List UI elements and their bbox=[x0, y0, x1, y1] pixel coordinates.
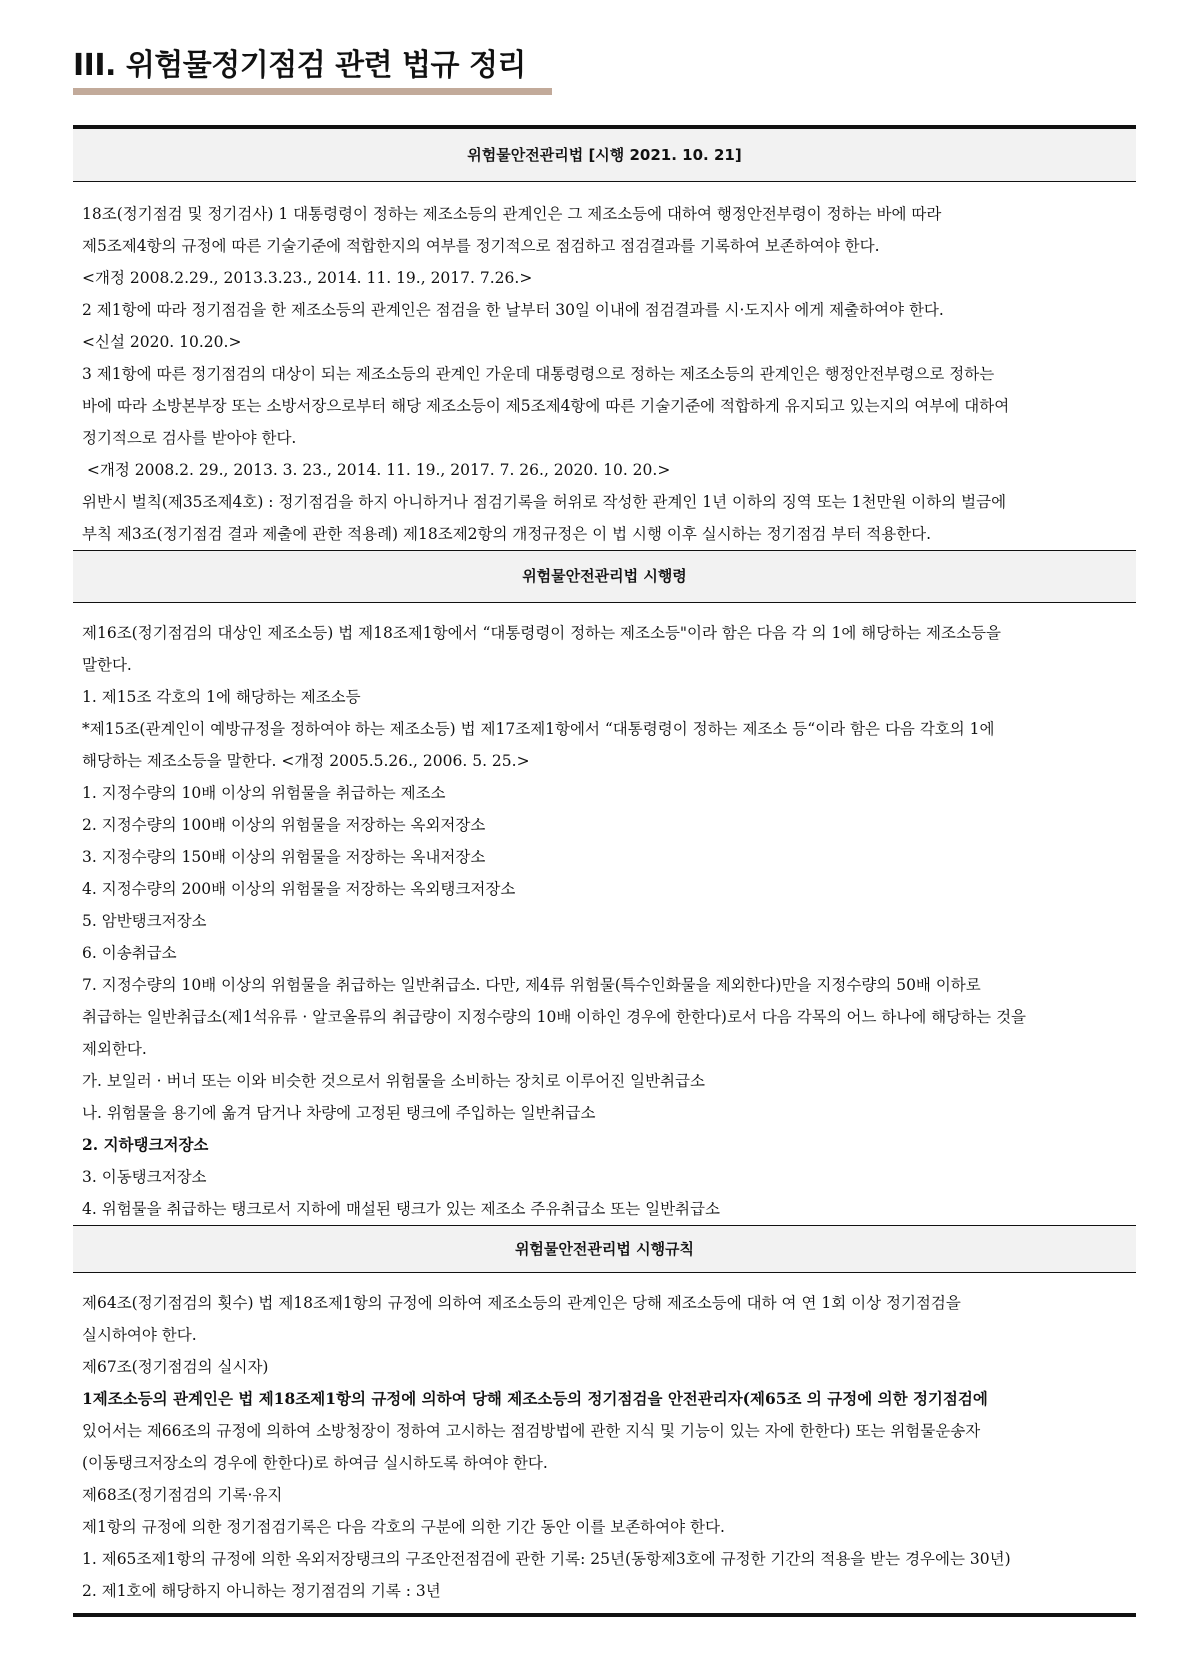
title-underline bbox=[73, 88, 552, 95]
text-line: 5. 암반탱크저장소 bbox=[82, 912, 207, 930]
text-line: 말한다. bbox=[82, 656, 132, 674]
text-line: 제외한다. bbox=[82, 1040, 147, 1058]
text-line: 실시하여야 한다. bbox=[82, 1326, 197, 1344]
text-line: 3 제1항에 따른 정기점검의 대상이 되는 제조소등의 관계인 가운데 대통령령으로 정하는 제조소등의 관계인은 행정안전부령으로 정하는 bbox=[82, 365, 995, 383]
text-line: 2. 제1호에 해당하지 아니하는 정기점검의 기록 : 3년 bbox=[82, 1582, 441, 1600]
text-line: 제16조(정기점검의 대상인 제조소등) 법 제18조제1항에서 “대통령령이 정하는 제조소등"이라 함은 다음 각 의 1에 해당하는 제조소등을 bbox=[82, 624, 1001, 642]
text-line: <개정 2008.2. 29., 2013. 3. 23., 2014. 11. 19., 2017. 7. 26., 2020. 10. 20.> bbox=[82, 461, 671, 479]
section-body-act bbox=[73, 182, 1136, 550]
text-line: <개정 2008.2.29., 2013.3.23., 2014. 11. 19., 2017. 7.26.> bbox=[82, 269, 533, 287]
text-line: (이동탱크저장소의 경우에 한한다)로 하여금 실시하도록 하여야 한다. bbox=[82, 1454, 548, 1472]
text-line: 나. 위험물을 용기에 옮겨 담거나 차량에 고정된 탱크에 주입하는 일반취급소 bbox=[82, 1104, 596, 1122]
text-line: 제64조(정기점검의 횟수) 법 제18조제1항의 규정에 의하여 제조소등의 관계인은 당해 제조소등에 대하 여 연 1회 이상 정기점검을 bbox=[82, 1294, 961, 1312]
section-body-decree bbox=[73, 603, 1136, 1225]
text-line: 18조(정기점검 및 정기검사) 1 대통령령이 정하는 제조소등의 관계인은 그 제조소등에 대하여 행정안전부령이 정하는 바에 따라 bbox=[82, 205, 942, 223]
text-line: 2. 지하탱크저장소 bbox=[82, 1135, 209, 1154]
text-line: 1. 지정수량의 10배 이상의 위험물을 취급하는 제조소 bbox=[82, 784, 446, 802]
text-line: 제1항의 규정에 의한 정기점검기록은 다음 각호의 구분에 의한 기간 동안 이를 보존하여야 한다. bbox=[82, 1518, 725, 1536]
section-body-rules bbox=[73, 1273, 1136, 1613]
text-line: 있어서는 제66조의 규정에 의하여 소방청장이 정하여 고시하는 점검방법에 관한 지식 및 기능이 있는 자에 한한다) 또는 위험물운송자 bbox=[82, 1422, 981, 1440]
text-line: 4. 지정수량의 200배 이상의 위험물을 저장하는 옥외탱크저장소 bbox=[82, 880, 516, 898]
text-line: 1. 제15조 각호의 1에 해당하는 제조소등 bbox=[82, 688, 361, 706]
text-line: 위반시 벌칙(제35조제4호) : 정기점검을 하지 아니하거나 점검기록을 허위로 작성한 관계인 1년 이하의 징역 또는 1천만원 이하의 벌금에 bbox=[82, 493, 1007, 511]
section-heading-rules: 위험물안전관리법 시행규칙 bbox=[73, 1225, 1136, 1273]
text-line: 부칙 제3조(정기점검 결과 제출에 관한 적용례) 제18조제2항의 개정규정은 이 법 시행 이후 실시하는 정기점검 부터 적용한다. bbox=[82, 525, 932, 543]
section-heading-act: 위험물안전관리법 [시행 2021. 10. 21] bbox=[73, 129, 1136, 182]
text-line: 1제조소등의 관계인은 법 제18조제1항의 규정에 의하여 당해 제조소등의 정기점검을 안전관리자(제65조 의 규정에 의한 정기점검에 bbox=[82, 1389, 988, 1408]
text-line: 해당하는 제조소등을 말한다. <개정 2005.5.26., 2006. 5. 25.> bbox=[82, 752, 530, 770]
law-table bbox=[73, 125, 1136, 1617]
text-line: 2 제1항에 따라 정기점검을 한 제조소등의 관계인은 점검을 한 날부터 30일 이내에 점검결과를 시·도지사 에게 제출하여야 한다. bbox=[82, 301, 944, 319]
section-heading-decree: 위험물안전관리법 시행령 bbox=[73, 550, 1136, 603]
text-line: 가. 보일러 · 버너 또는 이와 비슷한 것으로서 위험물을 소비하는 장치로 이루어진 일반취급소 bbox=[82, 1072, 705, 1090]
text-line: 1. 제65조제1항의 규정에 의한 옥외저장탱크의 구조안전점검에 관한 기록: 25년(동항제3호에 규정한 기간의 적용을 받는 경우에는 30년) bbox=[82, 1550, 1011, 1568]
text-line: 7. 지정수량의 10배 이상의 위험물을 취급하는 일반취급소. 다만, 제4류 위험물(특수인화물을 제외한다)만을 지정수량의 50배 이하로 bbox=[82, 976, 981, 994]
text-line: 취급하는 일반취급소(제1석유류 · 알코올류의 취급량이 지정수량의 10배 이하인 경우에 한한다)로서 다음 각목의 어느 하나에 해당하는 것을 bbox=[82, 1008, 1027, 1026]
text-line: 제68조(정기점검의 기록·유지 bbox=[82, 1486, 283, 1504]
text-line: 3. 지정수량의 150배 이상의 위험물을 저장하는 옥내저장소 bbox=[82, 848, 486, 866]
text-line: <신설 2020. 10.20.> bbox=[82, 333, 242, 351]
text-line: 6. 이송취급소 bbox=[82, 944, 177, 962]
page-title: III. 위험물정기점검 관련 법규 정리 bbox=[73, 48, 526, 83]
text-line: 4. 위험물을 취급하는 탱크로서 지하에 매설된 탱크가 있는 제조소 주유취급소 또는 일반취급소 bbox=[82, 1200, 720, 1218]
text-line: 바에 따라 소방본부장 또는 소방서장으로부터 해당 제조소등이 제5조제4항에 따른 기술기준에 적합하게 유지되고 있는지의 여부에 대하여 bbox=[82, 397, 1010, 415]
text-line: 제5조제4항의 규정에 따른 기술기준에 적합한지의 여부를 정기적으로 점검하고 점검결과를 기록하여 보존하여야 한다. bbox=[82, 237, 880, 255]
text-line: *제15조(관계인이 예방규정을 정하여야 하는 제조소등) 법 제17조제1항에서 “대통령령이 정하는 제조소 등“이라 함은 다음 각호의 1에 bbox=[82, 720, 995, 738]
text-line: 정기적으로 검사를 받아야 한다. bbox=[82, 429, 297, 447]
text-line: 3. 이동탱크저장소 bbox=[82, 1168, 207, 1186]
text-line: 2. 지정수량의 100배 이상의 위험물을 저장하는 옥외저장소 bbox=[82, 816, 486, 834]
text-line: 제67조(정기점검의 실시자) bbox=[82, 1358, 269, 1376]
